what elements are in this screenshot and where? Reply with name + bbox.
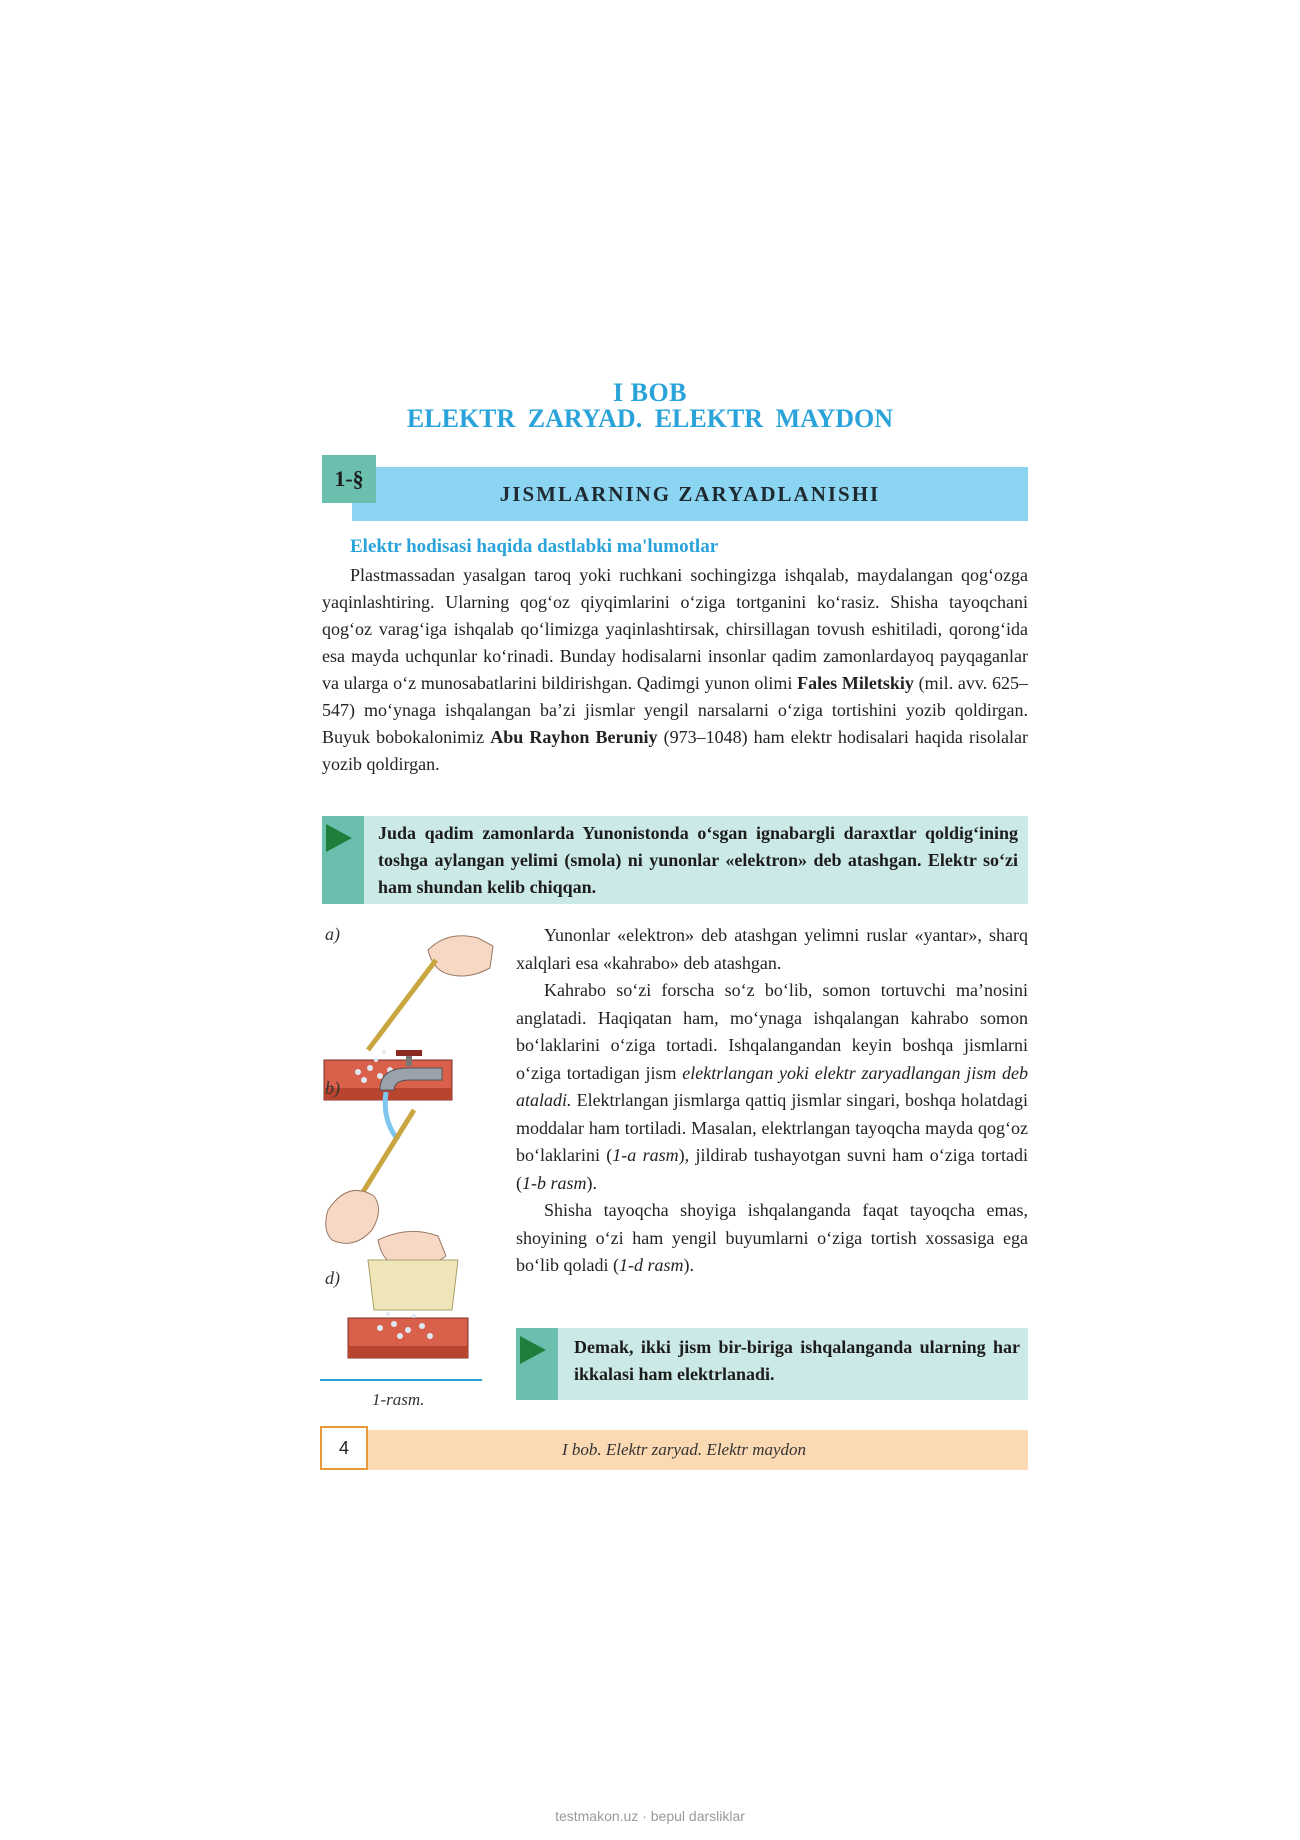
- figure-label-d: d): [325, 1268, 340, 1288]
- section-title: JISMLARNING ZARYADLANISHI: [499, 482, 881, 506]
- figure-ref-1d: 1-d rasm: [618, 1255, 684, 1275]
- page-number: 4: [320, 1426, 368, 1470]
- triangle-arrow-icon: [520, 1336, 546, 1364]
- figure-illustration: [318, 910, 498, 1370]
- chapter-number: I BOB: [612, 378, 688, 407]
- paragraph-silk: Shisha tayoqcha shoyiga ishqalanganda faqat tayoqcha emas, shoyining o‘zi ham yengil buyumlarni o‘ziga tortish xossasiga ega bo‘lib qoladi (1-d rasm).: [516, 1200, 1028, 1275]
- watermark-text: testmakon.uz · bepul darsliklar: [555, 1808, 745, 1824]
- section-number-badge: 1-§: [322, 455, 376, 503]
- note-text-conclusion: Demak, ikki jism bir-biriga ishqalanganda ularning har ikkalasi ham elektrlanadi.: [574, 1337, 1020, 1384]
- scientist-name-fales: Fales Miletskiy: [797, 673, 914, 693]
- figure-label-b: b): [325, 1078, 340, 1098]
- paragraph-yantar: Yunonlar «elektron» deb atashgan yelimni ruslar «yantar», sharq xalqlari esa «kahrabo» deb atashgan.: [516, 925, 1028, 973]
- note-text-electron: Juda qadim zamonlarda Yunonistonda o‘sgan ignabargli daraxtlar qoldig‘ining toshga aylangan yelimi (smola) ni yunonlar «elektron» deb atashgan. Elektr so‘zi ham shundan kelib chiqqan.: [378, 823, 1018, 897]
- figure-label-a: a): [325, 924, 340, 944]
- paragraph-kahrabo: Kahrabo so‘zi forscha so‘z bo‘lib, somon tortuvchi ma’nosini anglatadi. Haqiqatan ham, mo‘ynaga ishqalangan kahrabo somon bo‘laklarini o‘ziga tortadi. Ishqalangandan keyin boshqa jismlarni o‘ziga tortadigan jism elektrlangan yoki elektr zaryadlangan jism deb ataladi. Elektrlangan jismlarga qattiq jismlar singari, boshqa holatdagi moddalar ham tortiladi. Masalan, elektrlangan tayoqcha mayda qog‘oz bo‘laklarini (1-a rasm), jildirab tushayotgan suvni ham o‘ziga tortadi (1-b rasm).: [516, 980, 1028, 1193]
- figure-d-silk-cloth: [348, 1231, 468, 1358]
- subheading: Elektr hodisasi haqida dastlabki ma'lumotlar: [350, 536, 719, 557]
- column-text: [516, 922, 1028, 1280]
- definition-text: elektrlangan yoki elektr zaryadlangan jism deb ataladi.: [516, 1062, 1028, 1110]
- caption-divider: [320, 1379, 482, 1381]
- figure-caption: 1-rasm.: [372, 1390, 425, 1409]
- footer-running-title: I bob. Elektr zaryad. Elektr maydon: [561, 1440, 807, 1459]
- triangle-arrow-icon: [326, 824, 352, 852]
- scientist-name-beruniy: Abu Rayhon Beruniy: [490, 727, 658, 747]
- chapter-title: ELEKTR ZARYAD. ELEKTR MAYDON: [406, 404, 894, 433]
- intro-paragraph: Plastmassadan yasalgan taroq yoki ruchkani sochingizga ishqalab, maydalangan qog‘ozga yaqinlashtiring. Ularning qog‘oz qiyqimlarini o‘ziga tortganini ko‘rasiz. Shisha tayoqchani qog‘oz varag‘iga ishqalab qo‘limizga yaqinlashtirsak, chirsillagan tovush eshitiladi, qorong‘ida esa mayda uchqunlar ko‘rinadi. Bunday hodisalarni insonlar qadim zamonlardayoq payqaganlar va ularga o‘z munosabatlarini bildirishgan. Qadimgi yunon olimi Fales Miletskiy (mil. avv. 625–547) mo‘ynaga ishqalangan ba’zi jismlar yengil narsalarni o‘ziga tortishini yozib qoldirgan. Buyuk bobokalonimiz Abu Rayhon Beruniy (973–1048) ham elektr hodisalari haqida risolalar yozib qoldirgan.: [322, 565, 1028, 774]
- figure-ref-1a: 1-a rasm: [612, 1145, 679, 1165]
- figure-ref-1b: 1-b rasm: [522, 1172, 587, 1193]
